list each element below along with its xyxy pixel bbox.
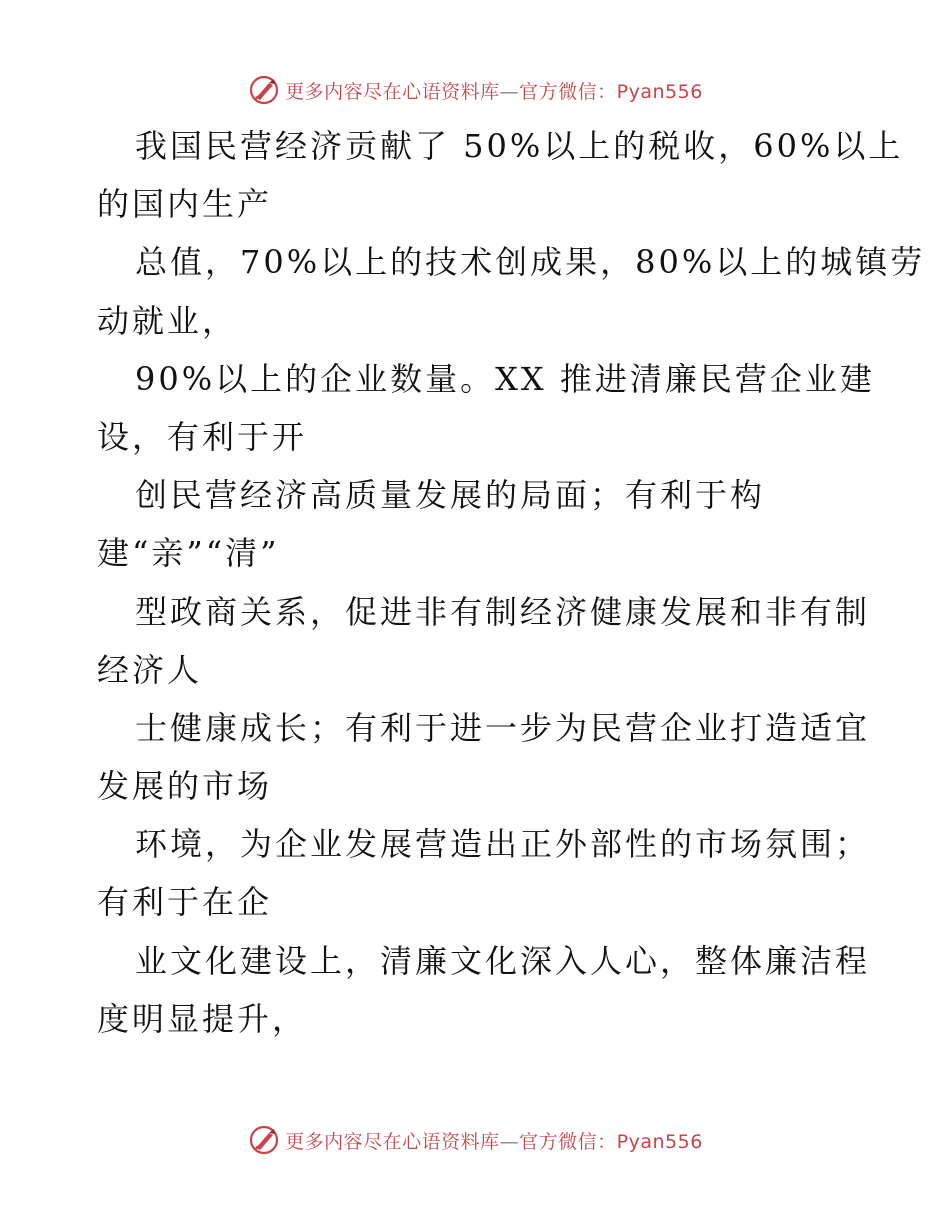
body-line: 士健康成长；有利于进一步为民营企业打造适宜 (135, 708, 871, 747)
header-site-text: 更多内容尽在心语资料库 (285, 80, 500, 103)
footer-separator: — (499, 1130, 520, 1153)
header-banner-text (285, 77, 703, 104)
body-line: 设，有利于开 (97, 417, 308, 456)
body-line: 业文化建设上，清廉文化深入人心，整体廉洁程 (135, 941, 871, 980)
body-line: 环境，为企业发展营造出正外部性的市场氛围； (135, 825, 871, 864)
body-line: 有利于在企 (97, 883, 273, 922)
quill-pen-logo-icon (247, 73, 281, 107)
body-line: 建“亲”“清” (97, 534, 280, 573)
footer-banner-text (285, 1127, 703, 1154)
body-line: 我国民营经济贡献了 50%以上的税收，60%以上 (135, 127, 904, 165)
body-line: 度明显提升， (97, 999, 308, 1038)
document-body (97, 117, 926, 1048)
header-banner (0, 70, 950, 110)
footer-site-text: 更多内容尽在心语资料库 (285, 1130, 500, 1153)
body-line: 创民营经济高质量发展的局面；有利于构 (135, 476, 766, 515)
body-line: 经济人 (97, 650, 203, 689)
body-line: 发展的市场 (97, 767, 273, 806)
footer-banner (0, 1120, 950, 1160)
header-separator: — (499, 80, 520, 103)
footer-contact-text: 官方微信：Pyan556 (519, 1130, 703, 1153)
body-line: 的国内生产 (97, 185, 273, 224)
body-line: 型政商关系，促进非有制经济健康发展和非有制 (135, 592, 871, 631)
header-contact-text: 官方微信：Pyan556 (519, 80, 703, 103)
body-line: 动就业， (97, 301, 238, 340)
body-line: 总值，70%以上的技术创成果，80%以上的城镇劳 (135, 243, 926, 282)
quill-pen-logo-icon (247, 1123, 281, 1157)
body-line: 90%以上的企业数量。XX 推进清廉民营企业建 (135, 359, 875, 398)
